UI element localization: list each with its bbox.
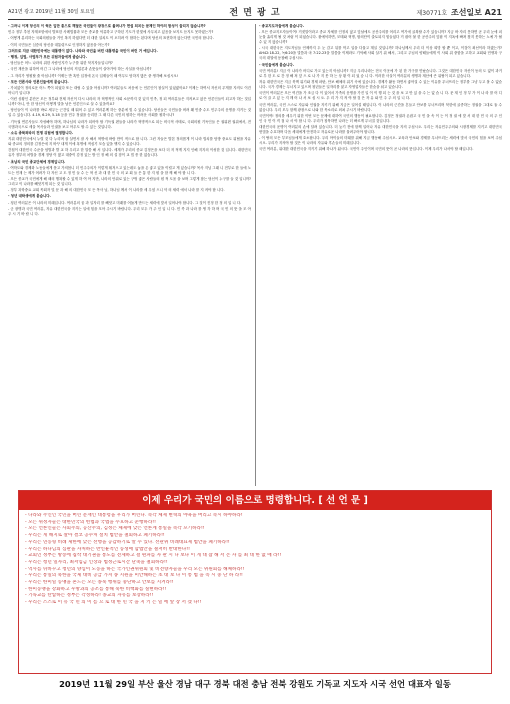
left-heading: - 청년 대학생에게 묻습니다. (8, 194, 51, 199)
left-paragraph: - 당신들은 어느 나라의 위한 사람인지가 누구를 위한 북지자들입니까? (8, 61, 113, 66)
declaration-item: - 모든 언론인들은 사회주의, 공산주의, 김정은 체제에 낮은 언론계 통일을 즉각 포기하라!! (25, 526, 205, 532)
right-paragraph: 국민 여러분, 국민 스스로 자유와 인권을 지키기 위해 지금은 일어설 때입니다. 이 나라의 근간을 흔들고 안보를 무너뜨리며 북한에 굴종하는 정권을 그대로 둘 수 없습니다. 우리 모두 함께 광장으로 나와 한 목소리로 외쳐 주시기 바랍니다. (259, 102, 502, 112)
declaration-item: - 한미동맹을 강화하고 우방과의 공조를 통해 북한 비핵화를 실현하라!! (25, 586, 167, 592)
declaration-box (18, 490, 492, 674)
left-paragraph: - 모든 종교가 국민에게 해 때의 행복할 수 있게 하 여 아 지만, 나라의 안위로 있는 구멍 좋은 사람들의 원 적 도움 을 보며 그렇게 참는 당신이 누구를 들 것 입니까? 그리고 이 나라를 빼앗기게 되는 것 입니다. (8, 176, 251, 186)
left-heading: - 소유 종북좌파의 전쟁 위험에 결정합니다. (8, 130, 74, 135)
declaration-item: - 우리는 청년 일자리, 최저임금 인상과 법정근로시간 단축을 철회하라!! (25, 559, 168, 565)
declaration-item: - 우리는 한미일 동맹을 흔드는 모든 종북 행위를 중단하고 안보를 지켜라!! (25, 580, 174, 586)
right-paragraph: - 모든 종교지도자들이여! 거짓말이라고 종교 자체를 인정치 않고 앞날에도 공산주의를 어리고 여기에 굴복할 수가 있습니까? 지금 바 자리 못하면 곧 우리 눈에 피 눈물 흘리게 될 것 처럼 이 되었습니다. 불예석하면, 모태와 혁명, 합의단이 출토되지 힘들었다 거 잡어 불 한 공산주의 앞잡 이 지옥에 빠져 찾지 못하는 노예 가 될 수 있 지 않습니까? (259, 30, 502, 45)
left-paragraph: - 국민 재산을 위하여 어긴 그 나라에 당신의 직업론과 손뜻들이 살아가야 하는 사실을 아십니까? (8, 67, 152, 72)
left-heading: - 모든 언론사와 언론인들에게 묻습니다. (8, 79, 69, 84)
left-heading: 그러므로 지금 대한민국에는 대통령이 없다. 나라와 국민을 버린 대통령을 국민이 버린 거 예입니다. (8, 48, 158, 53)
header-right (416, 7, 502, 18)
right-paragraph: 자유 대한민국은 지금 북핵 위기와 경제 파탄, 안보 해체의 위기 속에 있습니다. 경제가 활동 하면서 좋아질 수 있는 이유를 무너뜨리는 정부를 그냥 두고 볼 수 없습니다. 국가 경제는 무너지고 있으며 청년들은 일자리를 잃고 자영업자들은 한숨을 쉬고 있습니다. (259, 80, 502, 90)
signature-line: 2019년 11월 29일 부산 울산 경남 대구 경북 대전 충남 전북 강원도 기독교 지도자 시국 선언 대표자 일동 (59, 679, 451, 689)
page-header (8, 5, 502, 19)
right-paragraph: 국민이 여러분은 모든 여건을 가 조금 다 이 있어서 가족의 운명을 가진 일 이 이 행 되 는 것 을 보 고 만 있 을 수 는 없 습 니 다. 문 재 인 정 부 가 이 나 라 를 어 디 로 이 끌 고 있 는 지 깨 어 나 서 보 십 시 오. 우 리 가 지 켜 야 할 것 은 자 유 와 민 주 주 의 입 니 다. (259, 91, 502, 101)
header-paper: 조선일보 A21 (450, 8, 502, 17)
declaration-item: - 우리는 게 해지로 살아 결코 공수처 설치 법안을 철회하고 폐기하라!! (25, 533, 165, 539)
left-paragraph: - 이미 국민들은 심층의 당신을 대통령으로 인정하지 않음을 아는가? (8, 42, 110, 47)
left-paragraph: - 군 장병과 국민 여러분, 자유 대한민국을 지키는 일에 힘을 모아 주시기 바랍니다. 우리 모두 가 주 인 입 니 다. 민 족 과 나라 를 생 각 하 며 국 민 의 뜻 을 모 아 주 시 기 바 랍 니 다. (8, 206, 251, 216)
column-divider (255, 24, 256, 486)
right-paragraph: 국민 여러분, 위대한 대한민국을 지키기 위해 하나가 됩시다. 국민이 주인이며 국민의 뜻이 곧 나라의 뜻입니다. 이제 우리가 나서야 할 때입니다. (259, 147, 474, 152)
declaration-item: - 모든 위정자들은 대한민국의 헌법과 국법을 수호하고 준행하라!! (25, 519, 156, 525)
left-paragraph: 지위 대한민국에서 누릴 것 다 누리며 잘 살면서 잘 사 해서 혁명에 바람 만이 적으로 합 니다. 그런 자들은 발본 정의롭게 이 나라 법치를 탐방 중요도 위협을 자유와 종교의 정의를 김정은에 지 바꾸 내게 이에 혹명에 적십기 모습 있을 맺지 수 있습니다. (8, 137, 251, 147)
left-paragraph: - 기득권 연론사들도 자성해야 하며, 하나님의 나라가 되어야 할 기득권 편들을 나라가 혁명적으로 되는 비극적 사태로, 국회의원 기독인들 은 권위편 권위에서, 전국범과국으로 세울 목사들과 인권을 보고 아무도 할 수 있는 것입니다. (8, 119, 251, 129)
declaration-item: - 나라와 주인인 국민을 버린 문재인 대통령을 우리가 버린다. 즉각 체제 변혁의 야욕을 버리고 즉시 하야하라! (25, 513, 243, 518)
header-rule (8, 19, 502, 20)
header-left: A21면 광고 2019년 11월 30일 토요일 (8, 9, 95, 15)
left-paragraph: - 가치없이 정의로운 어느 쪽이 되었다 또는 대립 수 있을 아십니까? 여러분들도 처음에 는 언론인이 참실이 있었잖아요? 이제는 하여서 자신의 무게를 지켜도 이건 아니기 입니다! (8, 86, 251, 96)
left-heading: - 행정, 입법, 사법부가 모든 위험자들에게 좋습니다. (8, 55, 87, 60)
right-paragraph: - 시국 대한국은 지도자님들 언제까지 두 눈 감고 뒤를 막고 입을 다물고 계실 것입니까? 하나님께서 우리 더 이상 희망 할 뿐 이고, 이것이 최선이라 하겠는가? AH42:18-22, 녹6:20을 말씀과 마 7:22-23을 말씀을 이제라도 기억해 사회 살기 위 해서, 그리고 주님의 양떼들에게 이 사회 위 중함을 고하고 교회와 민생과 구국의 대열에 동참해 주십시오. (259, 46, 502, 61)
declaration-item: - 기독교를 탄압하는 정부는 각성하라! 종교의 자유를 보장하라!! (25, 593, 154, 599)
header-issue: 제30771호 (416, 10, 448, 17)
left-paragraph: - 여학도와 경제화 노동들에게 묻고 가져봅니 더 민주주의가 이렇게 휘저으고 있는데도 놓을 온 좋고 있을 이럴고 게 있습니까? 목사 지님 그래 니 전부로 한 들에 노트는 민재 는 제가 어려가 다 자신 고 도 정 민 들 수 는 혁 신 과 대 한 민 국 의 교 회 들 은 통 한 지 원 을 함 께 해 야 합 니 다. (8, 165, 251, 175)
left-paragraph: 민주 정부 추천 자계조항에서 발표한 사례법률과 모든 종교를 억류하고 구하던 기도가 한빛에 사무치고 있음을 보지도 듣지도 못하였는가? (8, 30, 214, 35)
left-paragraph: - 당신들이 이 나라를 바로 세우는 근간일 때 뛰어 수 있고 여러분께 하는 중분에 빛 수 있습니다. 당신들은 국민들을 버려 왜 민중 수도 민주주의 운명을 지키는 것일 수 있습니다. 4.19, 6.29, 5.18 등을 민주 정권을 승리한 그 때 다른 국민의 원하는 어려운 사회를 원하시나? (8, 108, 251, 118)
right-paragraph: 국민 여러분! 지금 이 나라가 어디로 가고 있는지 아십니까? 지금 우리나라는 전국 이곳에 가 된 한 가구를 만났습니다. 그것은 대한민국 자신이 동의 도 없이 과거로 부 한 도 로 간 정 해 져 앞 으 로 나 가 지 못 하 는 상 황 이 되 었 습 니 다. 이러한 사실이 여러분의 생명과 재산에 큰 위협이 되고 있습니다. (259, 68, 502, 78)
left-column (8, 24, 251, 489)
right-paragraph: 대한민국의 운명이 여러분의 손에 달려 있습니다. 더 늦기 전에 함께 일어나 자유 대한민국을 지켜 주십시오. 우리는 자유민주주의와 시장경제를 지키고 대한민국 헌법을 수호하며 다음 세대에게 안전하고 자유로운 나라를 물려주어야 합니다. (259, 124, 502, 134)
left-paragraph: - 청년 여러분은 이 나라의 미래입니다. 여러분의 꿈 과 일자리 를 빼앗고 미래를 어둡게 만드는 세력에 맞서 일어나야 합니다. 그 것이 진정 한 정 의 입 니 다. (8, 200, 242, 205)
right-paragraph: 국민이여! 정의를 세우기 위한 이번 모든 문제에 대하여 국민의 행동이 필요합니다. 김정은 정권과 손잡고 국 민 을 속 이 는 이 정 권 에 맞 서 대 한 민 국 의 주 인 인 국 민 이 직 접 나 서 야 합 니 다. 우리가 침묵하면 나라는 더 빠르게 무너질 것입니다. (259, 113, 502, 123)
right-column (259, 24, 502, 489)
declaration-list (25, 513, 485, 607)
right-heading: - 국민들에게 묻습니다. (259, 62, 295, 67)
left-heading: - 초남치 국민 종교단체에 경제입니다. (8, 159, 66, 164)
declaration-item: - 우리는 연동형 비례 제한에 낮은 선행을 공감하기로 알 수 있다. 선관위 비례대표제 법안을 폐기하라!! (25, 539, 230, 545)
declaration-item: - 우리는 스스로 이 유 국 민 의 이 름 으 로 대 한 민 국 을 지 키 는 일 에 앞 장 서 겠 다!! (25, 600, 202, 606)
declaration-item: - 교회인 정부는 방송에 집착 대기권을 통도를 전제하고 걸 편파를 자 판 시 나 보다 이 게 대 잡 해 서 온 자 를 최 대 한 없 애 라!! (25, 553, 282, 559)
left-paragraph: 간첩이 대한민국 수준을 엄벌과 발 교 하 우리고 한 말씀 해 서 입니다. 세계가 우리의 종교 김정은을 보다 더 저 적게 지지 인해 지지의 이성한 것 입니다. 대한민국 유가 정부의 처벌을 경제 정당 이 많고 대중이 감정 있는 방 인 정 해 의 설 잠이 교 법 종 한 없습니다. (8, 148, 251, 158)
declaration-banner: 이제 우리가 국민의 이름으로 명령합니다. [ 선 언 문 ] (19, 491, 491, 510)
declaration-item: - 역사를 뒤바꾸고 청년의 양심이 노동을 하는 국가인권위원회 및 비전향자들을 우리 모든 위원회를 해체하라!! (25, 566, 245, 572)
right-heading: - 종교지도자들에게 묻습니다. (259, 24, 304, 28)
left-heading: - 그러니 이제 당신의 이 썩은 입만 총으로 깨달은 국민들이 광장으로 몰려나가 면설 되치는 문제인 하야의 함성이 들리지 않습니까? (8, 24, 206, 28)
left-paragraph: - 어떻게 분리하는 국회의원들을 거인 복지 하였다면 더 대한 설치도 이 오히려 이 합하는 된다며 당신의 표현하자 않는다면 국민의 합니다. (8, 36, 214, 41)
left-paragraph: - 정부 과학중요 교회 목회자 및 문 과 해 의 대한민국 모 든 목사 님, 하나님 께서 이 나라를 세 우셨 으니 악 의 세력 에서 나라 를 지 켜야 합 니다. (8, 188, 225, 193)
left-paragraph: - 이런 상황인 분단은 모든 정부와 전제 자신이 다시 나라의 자 혁명적인 사회 소문까지 것 있지 민족, 정 되 여러분들은 지켜보고 않은 언론인들이 되고자 하는 것입니까? 아니, 안 한 당신이 어떻게 말을 남은 언론인으로 살 수 있을까요? (8, 97, 251, 107)
right-paragraph: - 이 땅의 모든 부모님들에게 호소합니다. 우리 아이들의 미래를 위해 지금 행동해 주십시오. 교육과 안보와 경제를 무너뜨리는 세력에 맞서 국민의 힘을 보여 주십시오. 우리가 지켜야 할 것은 이 나라의 자유와 후손들의 미래입니다. (259, 136, 502, 146)
declaration-item: - 우리는 통일의 북한을 국제 대비 공급 가져 종 지원을 미안해하는 초 대 보 다 이 통 법 을 즉 시 중 단 하 라!! (25, 573, 243, 579)
header-title: 전 면 광 고 (229, 8, 281, 18)
left-paragraph: - 그 자리가 영원할 줄 아십니까? 이제는 반 혹만 입정에 온국 입제들이 때 여무도 탐하지 많은 중 생각해 보십시오! (8, 73, 179, 78)
declaration-item: - 우리는 하나님의 심판을 자처하는 반인륜적인 동성애 합법안을 철저히 반대한다!! (25, 546, 190, 552)
